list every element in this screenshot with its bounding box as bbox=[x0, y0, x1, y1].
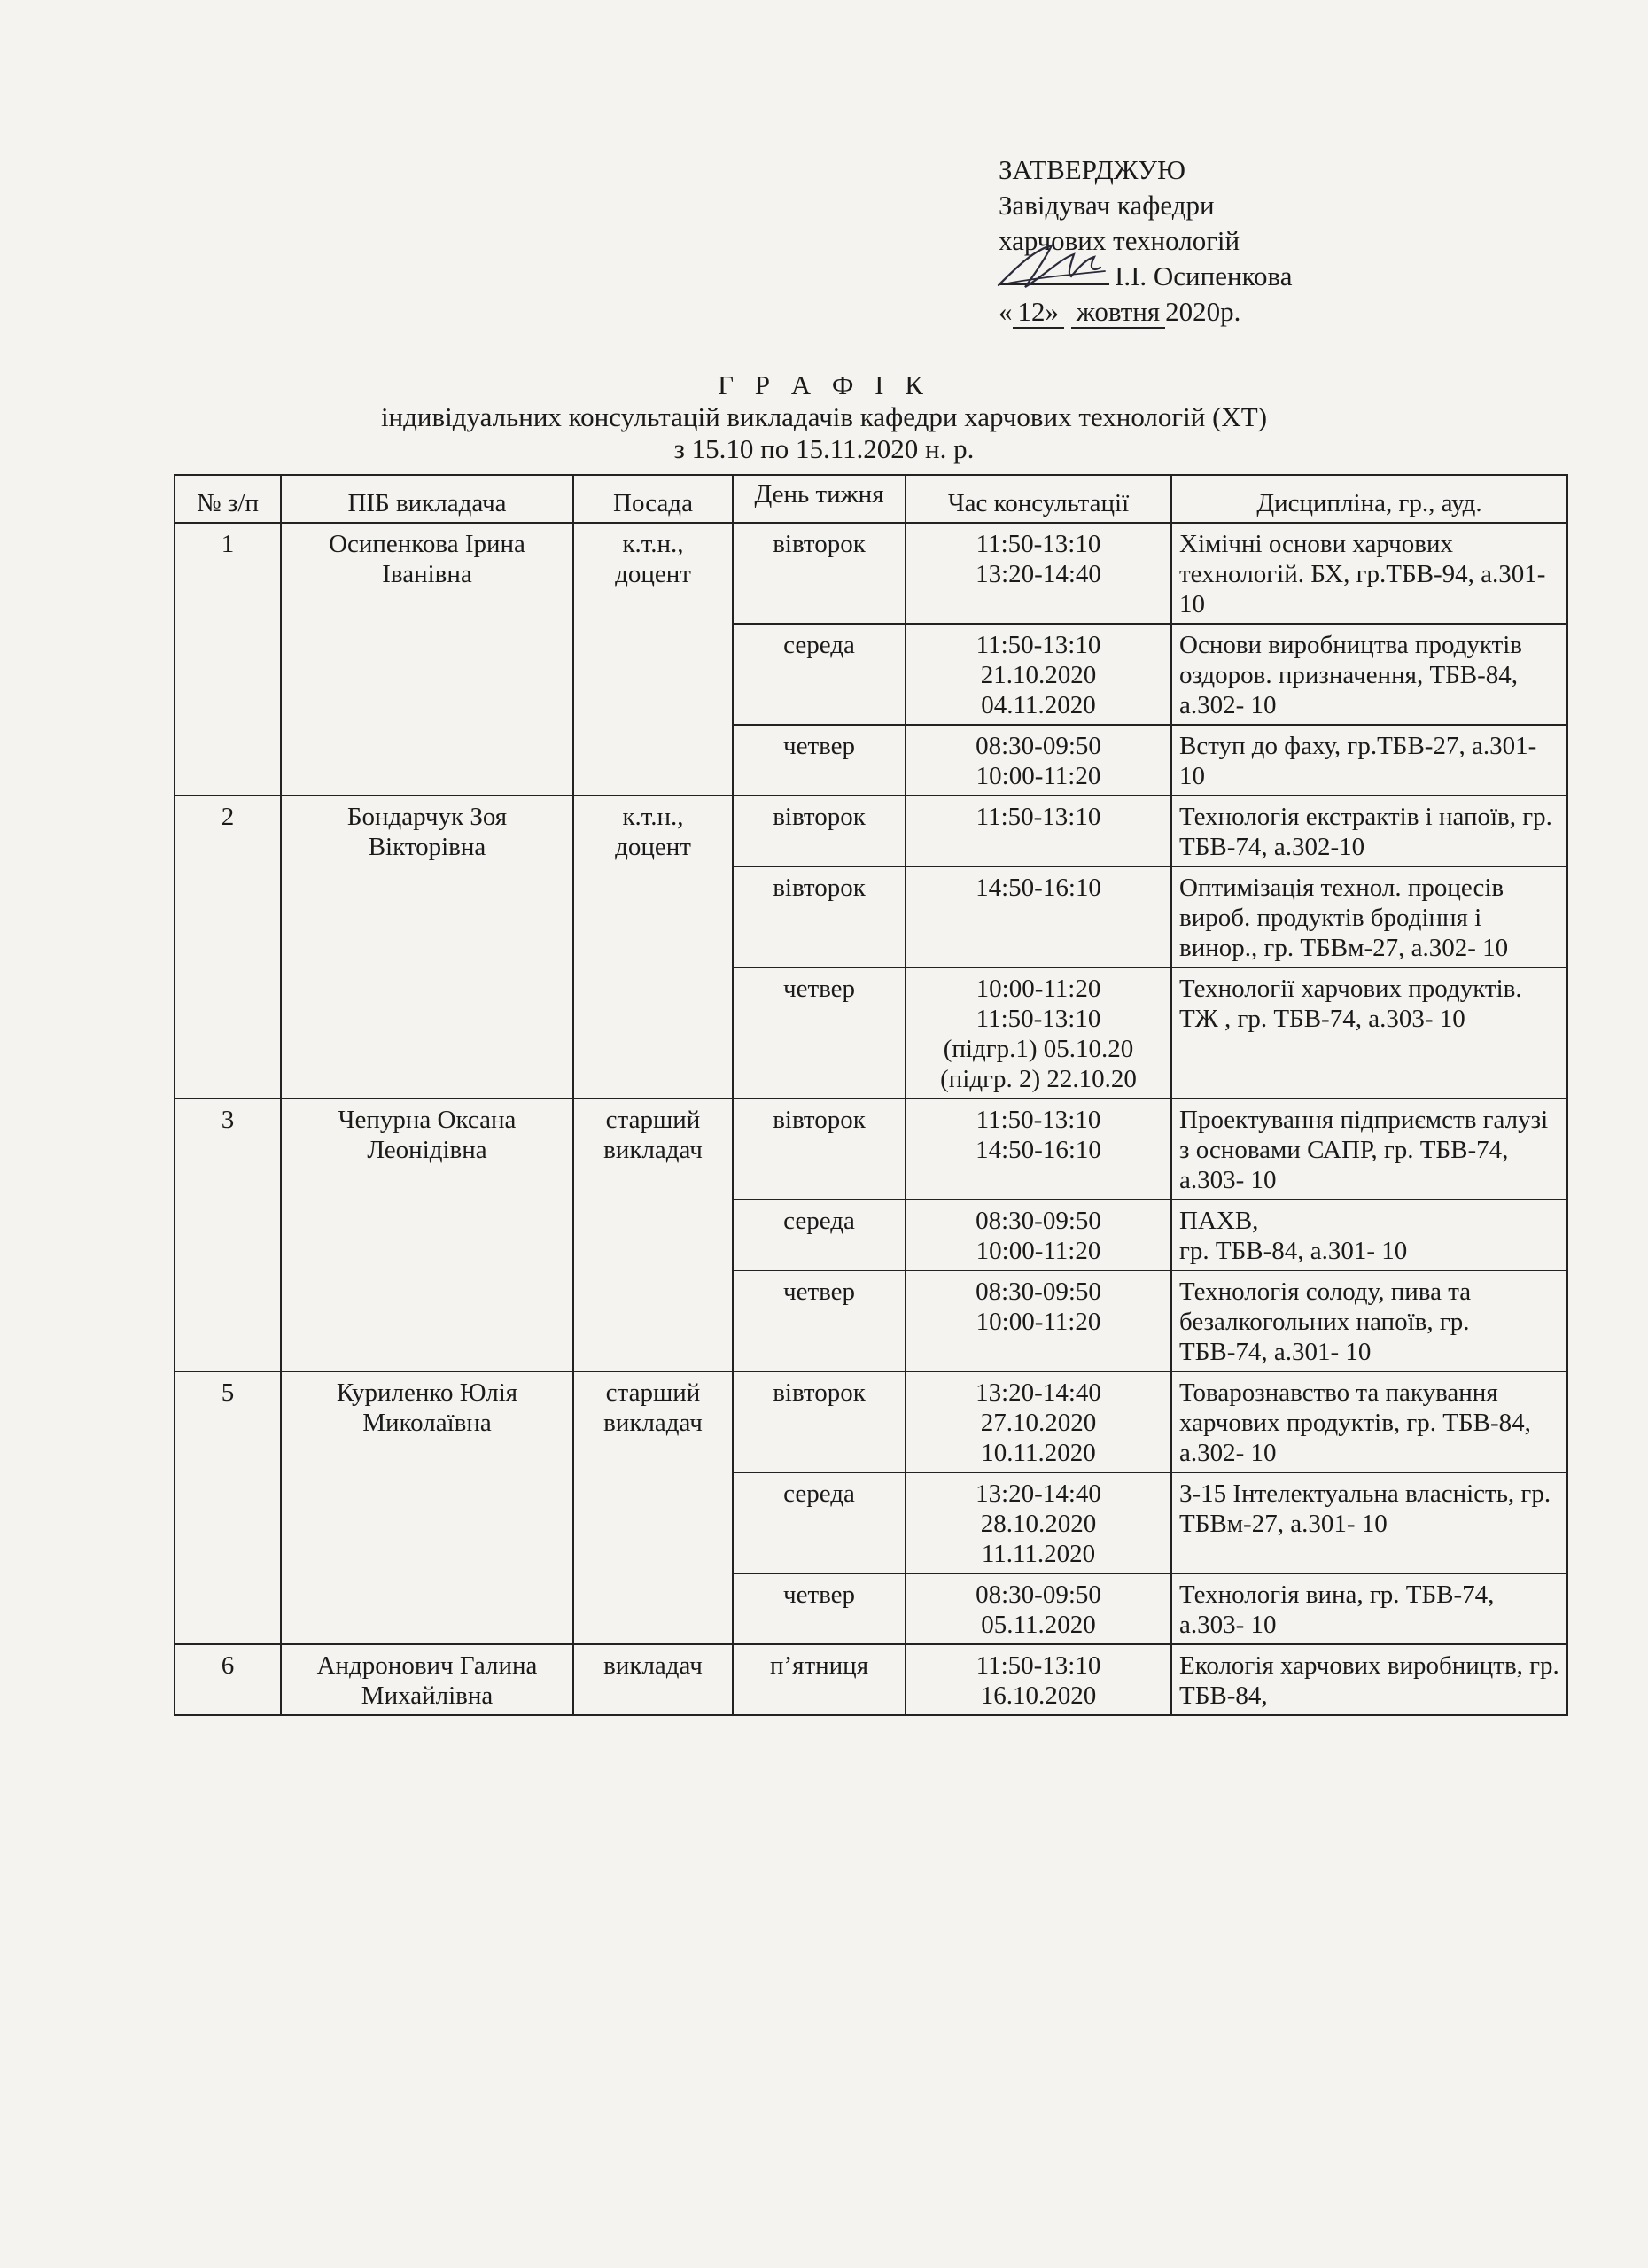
document-title: Г Р А Ф І К bbox=[718, 369, 930, 400]
approval-signature-line bbox=[999, 259, 1293, 294]
session-day: вівторок bbox=[733, 796, 906, 866]
teacher-num: 2 bbox=[175, 796, 281, 1099]
date-day: 12» bbox=[1013, 296, 1065, 329]
date-open-quote: « bbox=[999, 296, 1013, 327]
table-row bbox=[175, 1371, 1567, 1472]
teacher-name: Бондарчук Зоя Вікторівна bbox=[281, 796, 573, 1099]
table-row bbox=[175, 523, 1567, 624]
session-discipline: Оптимізація технол. процесів вироб. продуктів бродіння і винор., гр. ТБВм-27, а.302- 10 bbox=[1171, 866, 1567, 967]
session-day: вівторок bbox=[733, 1371, 906, 1472]
approval-position-line2: харчових технологій bbox=[999, 225, 1240, 256]
teacher-position: старший викладач bbox=[573, 1099, 733, 1371]
session-day: вівторок bbox=[733, 866, 906, 967]
session-day: середа bbox=[733, 1472, 906, 1573]
header-num: № з/п bbox=[175, 475, 281, 523]
header-time: Час консультації bbox=[906, 475, 1171, 523]
session-discipline: Основи виробництва продуктів оздоров. призначення, ТБВ-84, а.302- 10 bbox=[1171, 624, 1567, 725]
session-time: 14:50-16:10 bbox=[906, 866, 1171, 967]
session-day: четвер bbox=[733, 967, 906, 1099]
session-time: 10:00-11:20 11:50-13:10 (підгр.1) 05.10.20 (підгр. 2) 22.10.20 bbox=[906, 967, 1171, 1099]
session-discipline: Технологія екстрактів і напоїв, гр. ТБВ-74, а.302-10 bbox=[1171, 796, 1567, 866]
session-time: 08:30-09:50 05.11.2020 bbox=[906, 1573, 1171, 1644]
teacher-position: викладач bbox=[573, 1644, 733, 1715]
session-time: 13:20-14:40 27.10.2020 10.11.2020 bbox=[906, 1371, 1171, 1472]
approval-signer: І.І. Осипенкова bbox=[1115, 260, 1293, 291]
handwritten-signature bbox=[990, 232, 1114, 303]
session-day: вівторок bbox=[733, 523, 906, 624]
session-day: вівторок bbox=[733, 1099, 906, 1200]
session-time: 08:30-09:50 10:00-11:20 bbox=[906, 725, 1171, 796]
approval-heading: ЗАТВЕРДЖУЮ bbox=[999, 154, 1185, 185]
teacher-name: Андронович Галина Михайлівна bbox=[281, 1644, 573, 1715]
session-day: четвер bbox=[733, 1573, 906, 1644]
session-day: п’ятниця bbox=[733, 1644, 906, 1715]
session-day: середа bbox=[733, 624, 906, 725]
document-subtitle: індивідуальних консультацій викладачів кафедри харчових технологій (ХТ) bbox=[380, 401, 1268, 432]
teacher-num: 3 bbox=[175, 1099, 281, 1371]
teacher-position: к.т.н., доцент bbox=[573, 523, 733, 796]
session-time: 11:50-13:10 16.10.2020 bbox=[906, 1644, 1171, 1715]
session-discipline: Вступ до фаху, гр.ТБВ-27, а.301-10 bbox=[1171, 725, 1567, 796]
teacher-name: Осипенкова Ірина Іванівна bbox=[281, 523, 573, 796]
teacher-position: старший викладач bbox=[573, 1371, 733, 1644]
session-time: 08:30-09:50 10:00-11:20 bbox=[906, 1200, 1171, 1270]
teacher-position: к.т.н., доцент bbox=[573, 796, 733, 1099]
teacher-num: 6 bbox=[175, 1644, 281, 1715]
header-name: ПІБ викладача bbox=[281, 475, 573, 523]
table-row bbox=[175, 796, 1567, 866]
session-discipline: Проектування підприємств галузі з основами САПР, гр. ТБВ-74, а.303- 10 bbox=[1171, 1099, 1567, 1200]
session-time: 13:20-14:40 28.10.2020 11.11.2020 bbox=[906, 1472, 1171, 1573]
session-time: 08:30-09:50 10:00-11:20 bbox=[906, 1270, 1171, 1371]
consultation-schedule-table bbox=[174, 474, 1568, 1716]
approval-position-line1: Завідувач кафедри bbox=[999, 190, 1215, 221]
session-discipline: 3-15 Інтелектуальна власність, гр. ТБВм-27, а.301- 10 bbox=[1171, 1472, 1567, 1573]
header-discipline: Дисципліна, гр., ауд. bbox=[1171, 475, 1567, 523]
teacher-num: 5 bbox=[175, 1371, 281, 1644]
session-time: 11:50-13:10 14:50-16:10 bbox=[906, 1099, 1171, 1200]
session-time: 11:50-13:10 21.10.2020 04.11.2020 bbox=[906, 624, 1171, 725]
table-row bbox=[175, 1644, 1567, 1715]
session-discipline: Товарознавство та пакування харчових продуктів, гр. ТБВ-84, а.302- 10 bbox=[1171, 1371, 1567, 1472]
document-title-block bbox=[0, 369, 1648, 465]
approval-block bbox=[999, 152, 1293, 330]
date-month: жовтня bbox=[1071, 296, 1165, 329]
document-period: з 15.10 по 15.11.2020 н. р. bbox=[673, 433, 975, 464]
header-day: День тижня bbox=[733, 475, 906, 523]
header-position: Посада bbox=[573, 475, 733, 523]
session-day: четвер bbox=[733, 725, 906, 796]
session-discipline: Екологія харчових виробництв, гр. ТБВ-84, bbox=[1171, 1644, 1567, 1715]
date-year: 2020р. bbox=[1165, 296, 1241, 327]
session-discipline: Технології харчових продуктів. ТЖ , гр. ТБВ-74, а.303- 10 bbox=[1171, 967, 1567, 1099]
session-day: четвер bbox=[733, 1270, 906, 1371]
teacher-name: Куриленко Юлія Миколаївна bbox=[281, 1371, 573, 1644]
session-discipline: ПАХВ, гр. ТБВ-84, а.301- 10 bbox=[1171, 1200, 1567, 1270]
session-time: 11:50-13:10 13:20-14:40 bbox=[906, 523, 1171, 624]
table-header-row bbox=[175, 475, 1567, 523]
session-discipline: Технологія солоду, пива та безалкогольних напоїв, гр. ТБВ-74, а.301- 10 bbox=[1171, 1270, 1567, 1371]
session-discipline: Хімічні основи харчових технологій. БХ, гр.ТБВ-94, а.301-10 bbox=[1171, 523, 1567, 624]
teacher-num: 1 bbox=[175, 523, 281, 796]
teacher-name: Чепурна Оксана Леонідівна bbox=[281, 1099, 573, 1371]
session-day: середа bbox=[733, 1200, 906, 1270]
session-time: 11:50-13:10 bbox=[906, 796, 1171, 866]
session-discipline: Технологія вина, гр. ТБВ-74, а.303- 10 bbox=[1171, 1573, 1567, 1644]
table-row bbox=[175, 1099, 1567, 1200]
